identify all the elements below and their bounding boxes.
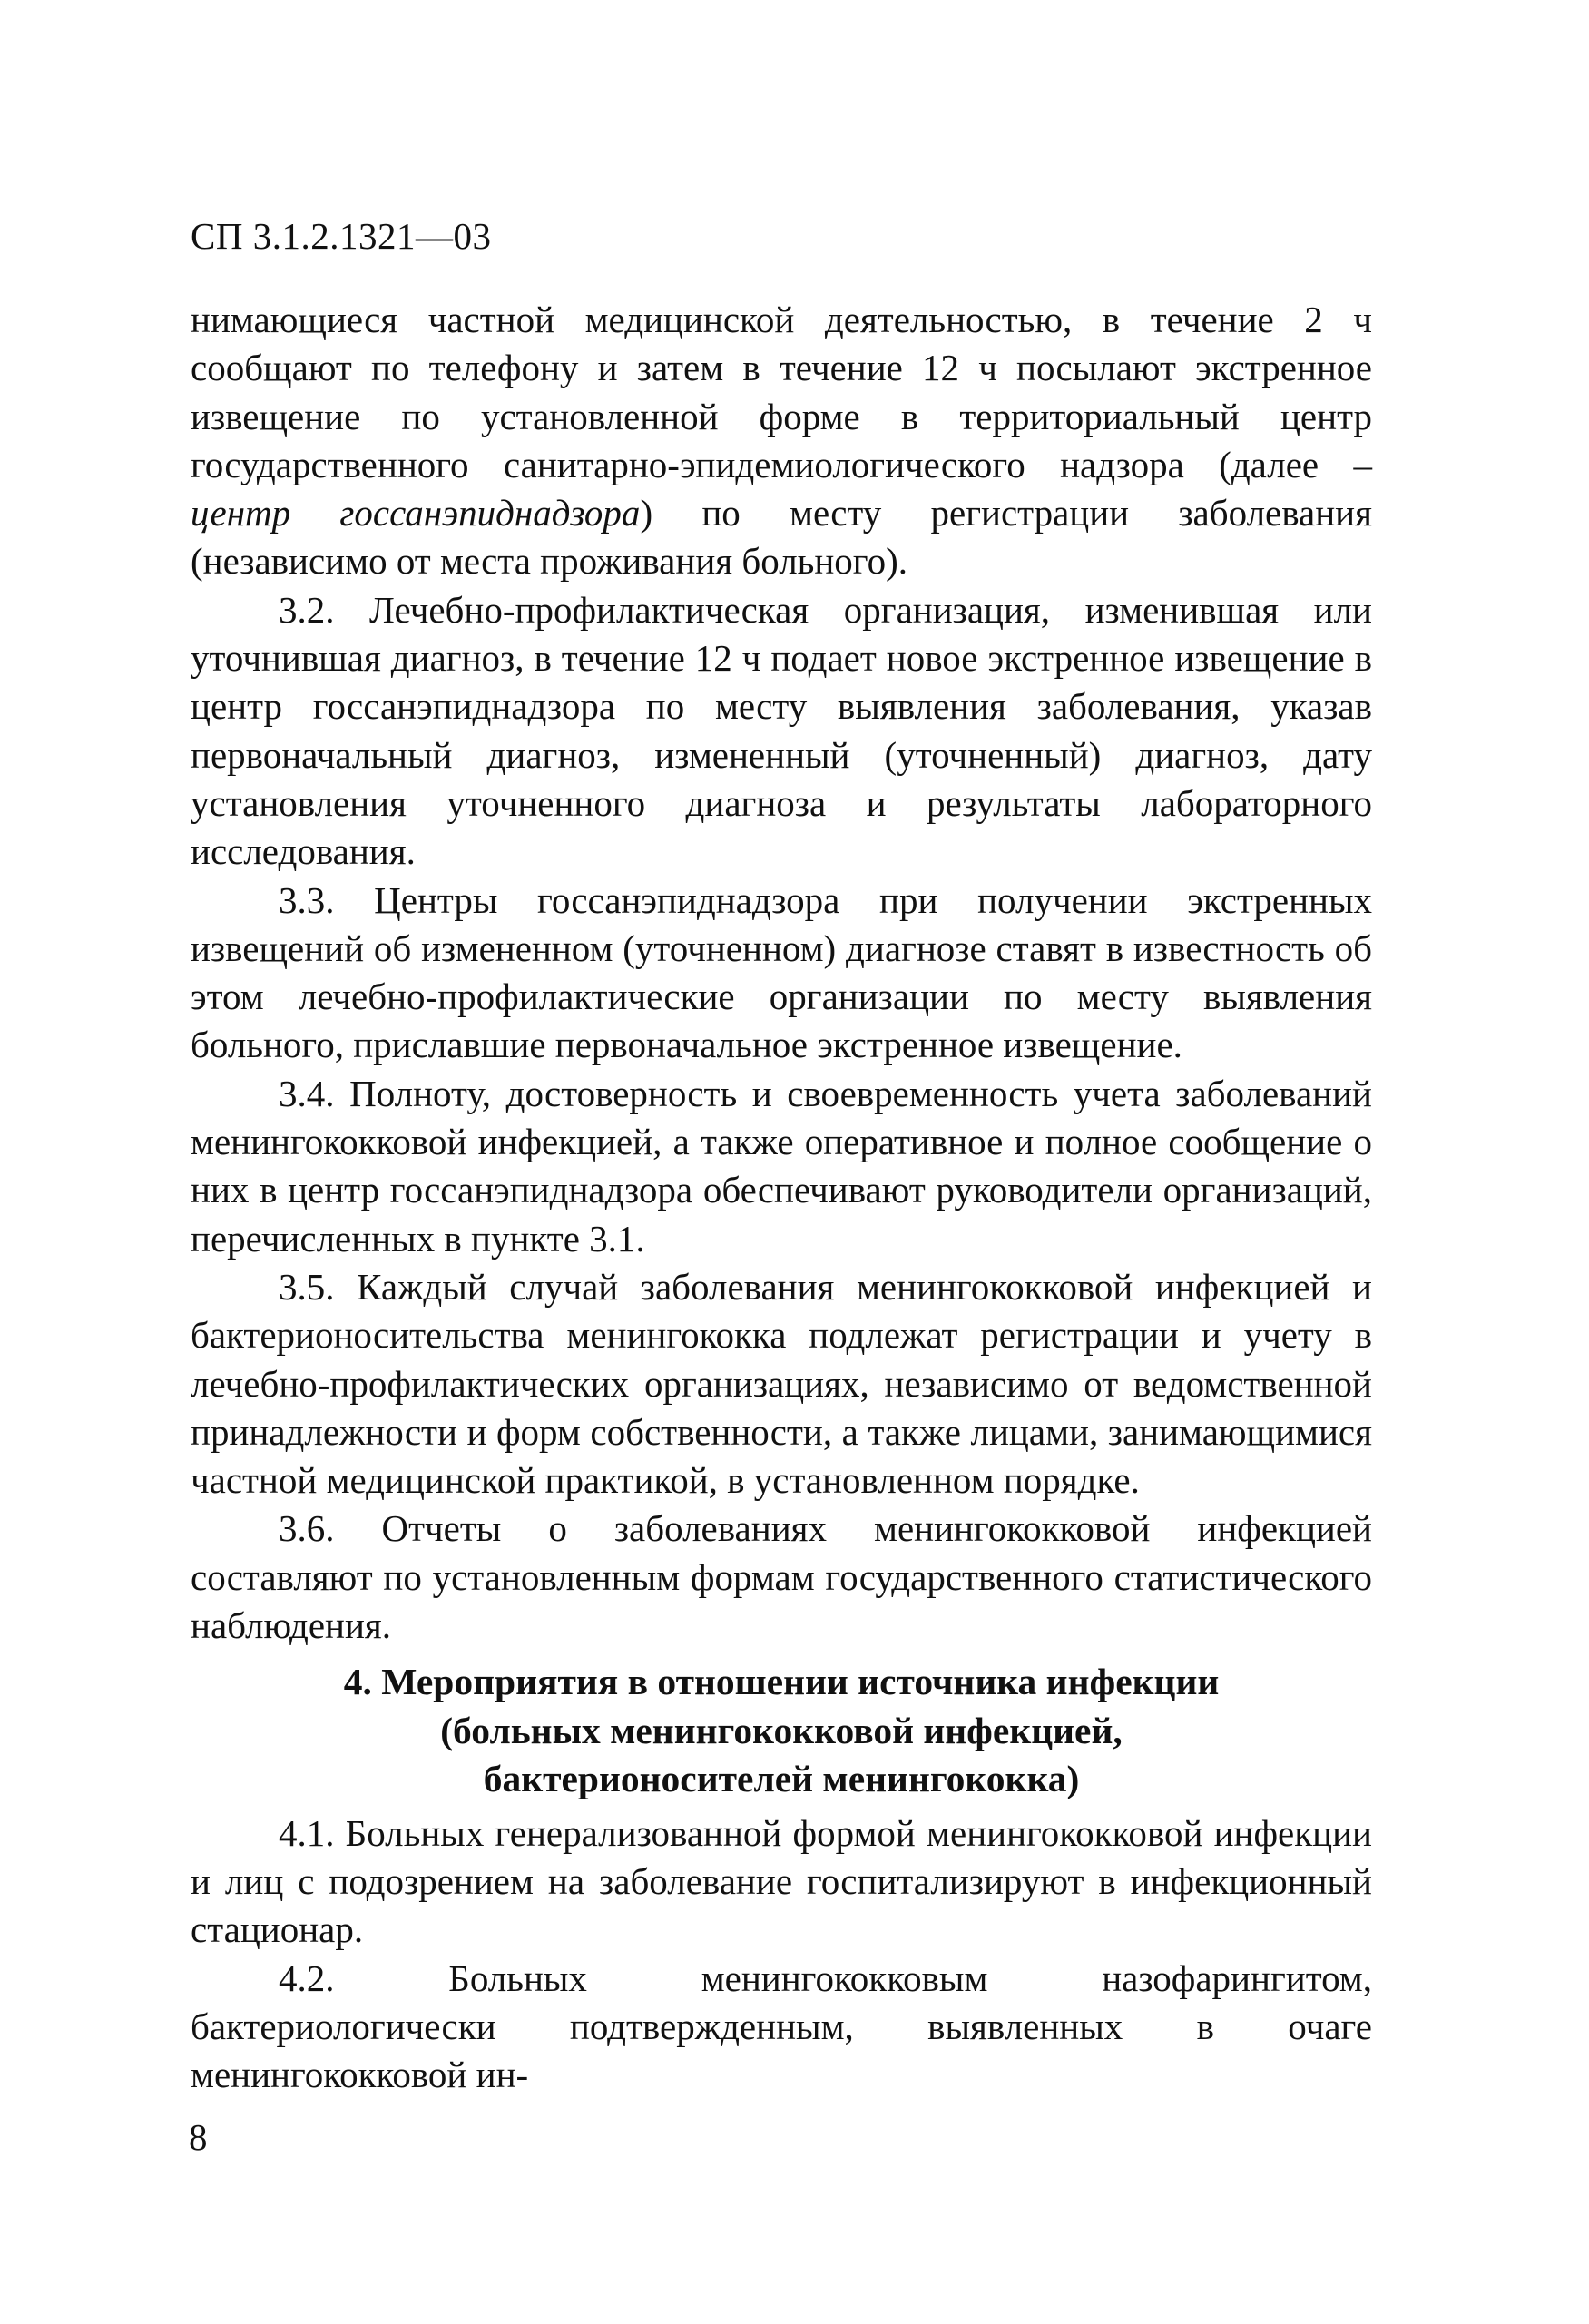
paragraph-text: нимающиеся частной медицинской деятельностью, в течение 2 ч сообщают по телефону и затем в течение 12 ч посылают экстренное извещение по установленной форме в территориальный центр государственного санитарно-эпидемиологического надзора (далее – (191, 299, 1372, 485)
paragraph-3-5: 3.5. Каждый случай заболевания менингококковой инфекцией и бактерионосительства менингококка подлежат регистрации и учету в лечебно-профилактических организациях, независимо от ведомственной принадлежности и форм собственности, а также лицами, занимающимися частной медицинской практикой, в установленном порядке. (191, 1265, 1372, 1502)
paragraph-4-1: 4.1. Больных генерализованной формой менингококковой инфекции и лиц с подозрением на заболевание госпитализируют в инфекционный стационар. (191, 1811, 1372, 1951)
document-body (191, 296, 1372, 2100)
paragraph-text: ) по месту регистрации заболевания (независимо от места проживания больного). (191, 492, 1372, 583)
section-title-line: бактерионосителей менингококка) (483, 1758, 1080, 1800)
section-title-line: (больных менингококковой инфекцией, (440, 1709, 1123, 1751)
paragraph-3-3: 3.3. Центры госсанэпиднадзора при получении экстренных извещений об измененном (уточненном) диагнозе ставят в известность об этом лечебно-профилактические организации по месту выявления больного, приславшие первоначальное экстренное извещение. (191, 878, 1372, 1066)
paragraph-4-2: 4.2. Больных менингококковым назофарингитом, бактериологически подтвержденным, выявленных в очаге менингококковой ин- (191, 1956, 1372, 2096)
page-number: 8 (189, 2116, 208, 2158)
paragraph-3-4: 3.4. Полноту, достоверность и своевременность учета заболеваний менингококковой инфекцией, а также оперативное и полное сообщение о них в центр госсанэпиднадзора обеспечивают руководители организаций, перечисленных в пункте 3.1. (191, 1072, 1372, 1260)
document-code-header: СП 3.1.2.1321—03 (191, 215, 492, 257)
paragraph-3-6: 3.6. Отчеты о заболеваниях менингококковой инфекцией составляют по установленным формам государственного статистического наблюдения. (191, 1507, 1372, 1647)
section-title-line: 4. Мероприятия в отношении источника инфекции (343, 1661, 1220, 1703)
italic-term: центр госсанэпиднадзора (191, 492, 641, 534)
section-4-title (191, 1658, 1372, 1804)
paragraph-continuation (191, 296, 1372, 586)
paragraph-3-2: 3.2. Лечебно-профилактическая организация, изменившая или уточнившая диагноз, в течение 12 ч подает новое экстренное извещение в центр госсанэпиднадзора по месту выявления заболевания, указав первоначальный диагноз, измененный (уточненный) диагноз, дату установления уточненного диагноза и результаты лабораторного исследования. (191, 588, 1372, 873)
